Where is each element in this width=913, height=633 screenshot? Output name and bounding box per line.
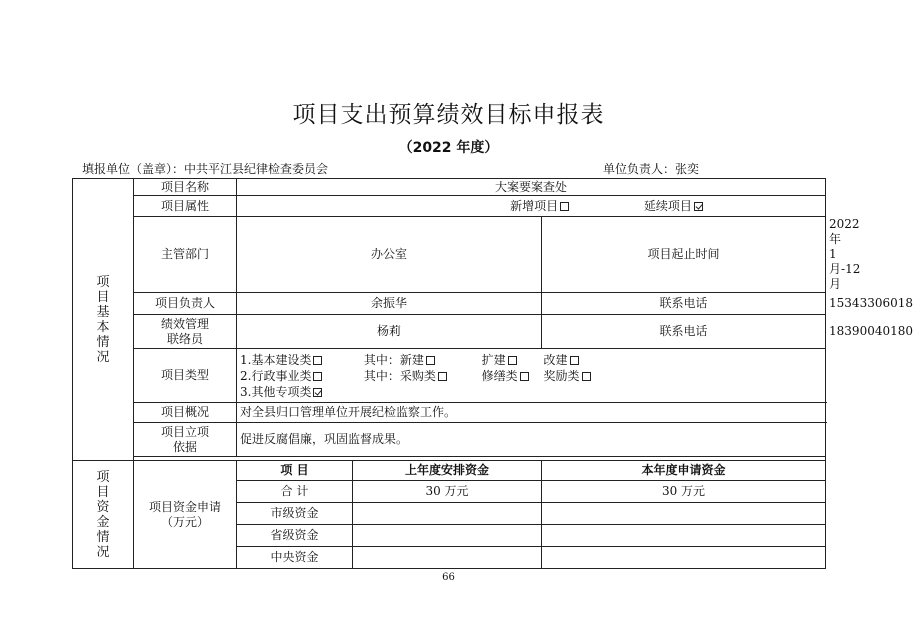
type-rebuild-checkbox[interactable] (570, 356, 579, 365)
basis-label-line1: 项目立项 (160, 424, 209, 439)
owner-value: 余振华 (237, 293, 542, 315)
type-infrastructure-checkbox[interactable] (313, 356, 322, 365)
type-reward-label: 奖励类 (543, 368, 580, 383)
fund-col-item: 项 目 (237, 461, 353, 481)
fund-province-last (353, 525, 542, 547)
type-reward-checkbox[interactable] (582, 372, 591, 381)
attr-continue-label: 延续项目 (643, 198, 692, 213)
type-admin-label: 2.行政事业类 (240, 368, 312, 383)
owner-phone-label: 联系电话 (542, 293, 826, 315)
fund-province-label: 省级资金 (237, 525, 353, 547)
fund-central-last (353, 547, 542, 569)
basis-label (134, 423, 237, 457)
attr-new-checkbox[interactable] (560, 202, 569, 211)
type-admin-checkbox[interactable] (313, 372, 322, 381)
fund-apply-label-line1: 项目资金申请 (148, 499, 221, 514)
fund-total-last: 30 万元 (353, 481, 542, 503)
project-attr-label: 项目属性 (134, 196, 237, 217)
section-funds-label: 项目资金情况 (96, 469, 110, 560)
owner-label: 项目负责人 (134, 293, 237, 315)
fund-total-label: 合 计 (237, 481, 353, 503)
contact-label-line1: 绩效管理 (160, 316, 209, 331)
budget-form-table: 项目基本情况 项目名称 大案要案查处 项目属性 新增项目 延续项目 主管部门 办公室 项目起止时间 2022 年 1 月-12 月 项目负责人 余振华 联系电话 15343306018 绩效管理 联络员 杨莉 联系电话 18390040180 项目类型 1.基本建设类 其中：新建 扩建 改建 2.行政事业类 其中：采购类 修缮类 奖励类 3.其他专项类 项目概况 对全县归口管理单位开展纪检监察工作。 项目立项 依据 促进反腐倡廉，巩固监督成果。 项目资金情况 项目资金申请 （万元） 项 目 上年度安排资金 本年度申请资金 合 计 30 万元 30 万元 市级资金 省级资金 中央资金 (72, 178, 826, 569)
contact-phone-label: 联系电话 (542, 315, 826, 349)
form-title: 项目支出预算绩效目标申报表 (292, 102, 605, 128)
fund-city-this (542, 503, 826, 525)
project-type-label: 项目类型 (134, 349, 237, 403)
contact-value: 杨莉 (237, 315, 542, 349)
basis-value: 促进反腐倡廉，巩固监督成果。 (237, 423, 826, 457)
type-other-checkbox[interactable] (313, 388, 322, 397)
contact-label-line2: 联络员 (166, 331, 203, 346)
fund-col-last-year: 上年度安排资金 (353, 461, 542, 481)
project-type-options (237, 349, 826, 403)
fund-province-this (542, 525, 826, 547)
page-number: 66 (442, 572, 455, 583)
attr-new-label: 新增项目 (510, 198, 559, 213)
dept-label: 主管部门 (134, 217, 237, 293)
section-basic-label: 项目基本情况 (96, 274, 110, 365)
type-purchase-label: 其中：采购类 (363, 368, 436, 383)
type-rebuild-label: 改建 (543, 352, 568, 367)
fund-central-label: 中央资金 (237, 547, 353, 569)
fund-city-label: 市级资金 (237, 503, 353, 525)
fund-city-last (353, 503, 542, 525)
fund-apply-label-line2: （万元） (160, 514, 209, 529)
type-repair-label: 修缮类 (481, 368, 518, 383)
type-purchase-checkbox[interactable] (438, 372, 447, 381)
fund-total-this: 30 万元 (542, 481, 826, 503)
project-attr-options (237, 196, 826, 217)
basis-label-line2: 依据 (172, 439, 197, 454)
attr-continue-checkbox[interactable] (694, 202, 703, 211)
type-expand-label: 扩建 (481, 352, 506, 367)
filing-unit: 填报单位（盖章）：中共平江县纪律检查委员会 (82, 162, 329, 176)
section-basic (73, 179, 134, 461)
type-infrastructure-label: 1.基本建设类 (240, 352, 312, 367)
type-expand-checkbox[interactable] (508, 356, 517, 365)
type-repair-checkbox[interactable] (520, 372, 529, 381)
type-new-build-checkbox[interactable] (426, 356, 435, 365)
fund-apply-label (134, 461, 237, 569)
section-funds (73, 461, 134, 569)
form-year: （2022 年度） (398, 140, 499, 156)
fund-col-this-year: 本年度申请资金 (542, 461, 826, 481)
overview-label: 项目概况 (134, 403, 237, 423)
contact-label (134, 315, 237, 349)
dept-value: 办公室 (237, 217, 542, 293)
unit-leader: 单位负责人：张奕 (603, 162, 700, 176)
period-label: 项目起止时间 (542, 217, 826, 293)
project-name-label: 项目名称 (134, 179, 237, 196)
fund-central-this (542, 547, 826, 569)
type-other-label: 3.其他专项类 (240, 384, 312, 399)
project-name-value: 大案要案查处 (237, 179, 826, 196)
overview-value: 对全县归口管理单位开展纪检监察工作。 (237, 403, 826, 423)
type-new-build-label: 其中：新建 (363, 352, 424, 367)
